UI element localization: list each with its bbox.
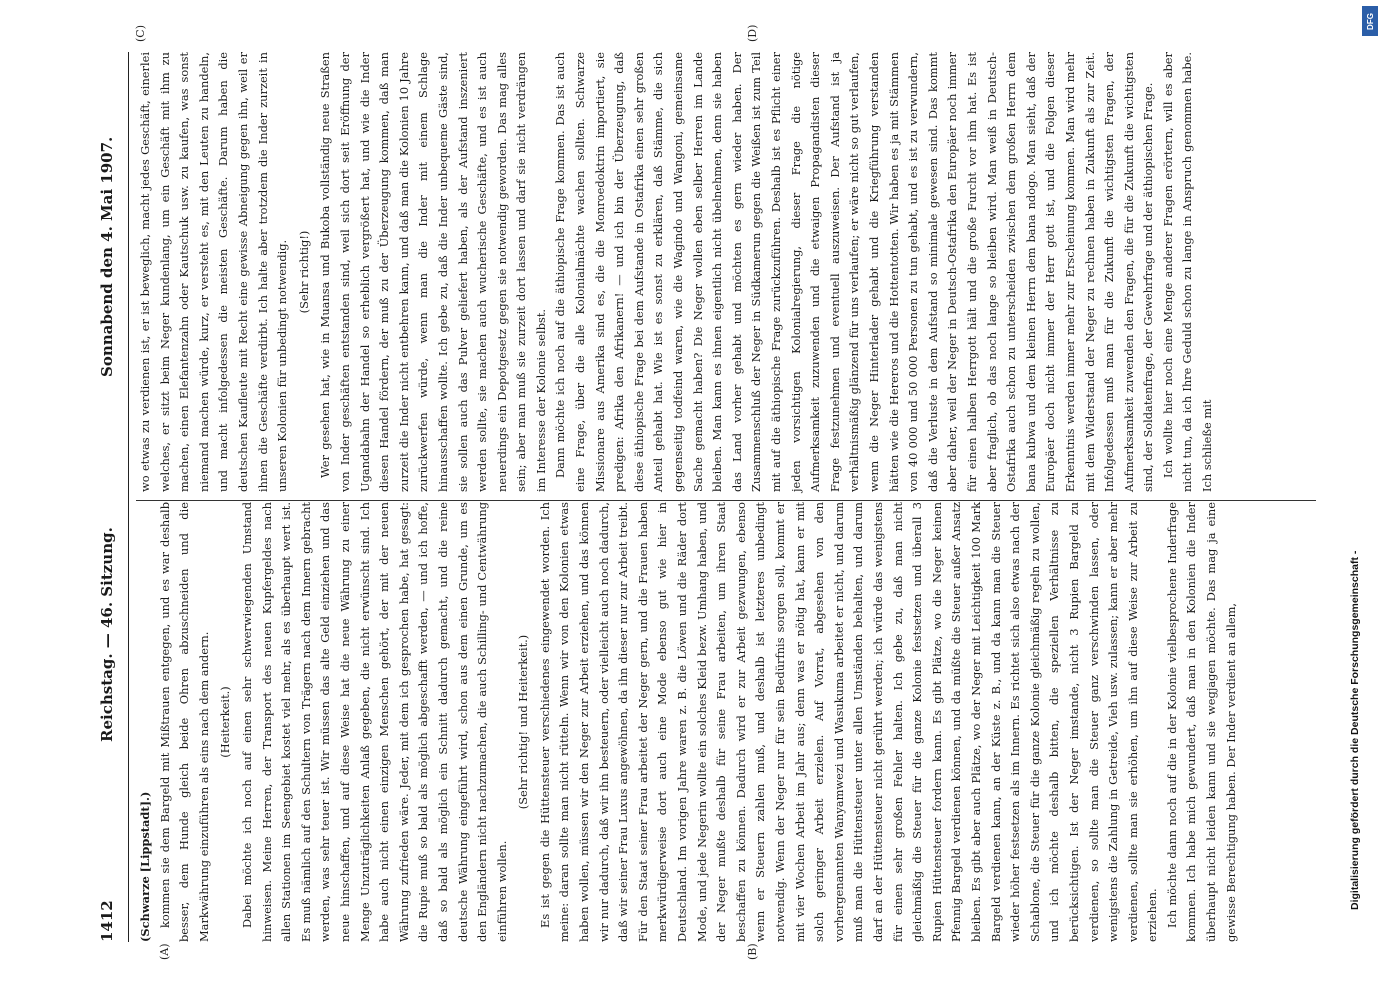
margin-marker-b: (B) — [746, 943, 759, 960]
page-number: 1412 — [98, 900, 116, 942]
left-column — [136, 502, 1241, 942]
speaker-line: (Schwarze [Lippstadt].) — [138, 791, 152, 942]
dfg-logo — [1362, 6, 1378, 36]
interjection: (Heiterkeit.) — [218, 686, 233, 758]
paragraph: Dabei möchte ich noch auf einen sehr schwerwiegenden Umstand hinweisen. Meine Herren, der Transport des neuen Kupfergeldes nach allen Stationen im Seengebiet kostet viel mehr, als es überhaupt wert ist. Es muß nämlich auf den Schultern von Trägern nach dem Innern gebracht werden, was sehr teuer ist. Wir müssen das alte Geld einziehen und das neue hinschaffen, und auf diese Weise hat die neue Währung zu einer Menge Unzuträglichkeiten Anlaß gegeben, die nicht erwünscht sind. Ich habe auch nicht einen einzigen Menschen gehört, der mit der neuen Währung zufrieden wäre. Jeder, mit dem ich gesprochen habe, hat gesagt: die Rupie muß so bald als möglich abgeschafft werden, — und ich hoffe, daß so bald als möglich ein Schnitt dadurch gemacht, und die reine deutsche Währung eingeführt wird, schon aus dem einen Grunde, um es den Engländern nicht nachzumachen, die auch Schilling- und Centwährung einführen wollen. — [239, 502, 509, 942]
margin-marker-d: (D) — [746, 24, 759, 42]
margin-marker-c: (C) — [134, 25, 147, 42]
page-header — [98, 52, 124, 942]
right-column — [136, 52, 1218, 492]
document-page — [40, 0, 1340, 1000]
paragraph: Ich möchte dann noch auf die in der Kolonie vielbesprochene Inderfrage kommen. Ich habe mich gewundert, daß man in den Kolonien die Inder überhaupt nicht leiden kann und sie wegjagen möchte. Das mag ja eine gewisse Berechtigung haben. Der Inder verdient an allem, — [1164, 502, 1238, 942]
paragraph: Ich wollte hier noch eine Menge anderer Fragen erörtern, will es aber nicht tun, da ich Ihre Geduld schon zu lange in Anspruch genommen habe. Ich schließe mit — [1160, 52, 1215, 492]
paragraph: wo etwas zu verdienen ist, er ist beweglich, macht jedes Geschäft, einerlei welches, er sitzt beim Neger kundenlang, um ein Geschäft mit ihm zu machen, einen Elefantenzahn oder Kautschuk usw. zu kaufen, was sonst niemand machen würde, kurz, er versteht es, mit den Leuten zu handeln, und macht infolgedessen die meisten Geschäfte. Darum haben die deutschen Kaufleute mit Recht eine gewisse Abneigung gegen ihn, weil er ihnen die Geschäfte verdirbt. Ich halte aber trotzdem die Inder zurzeit in unseren Kolonien für unbedingt notwendig. — [138, 52, 290, 492]
interjection: (Sehr richtig!) — [296, 230, 311, 314]
interjection: (Sehr richtig! und Heiterkeit.) — [516, 634, 531, 810]
header-rule — [128, 52, 129, 942]
dfg-logo-text: DFG — [1365, 12, 1375, 30]
margin-marker-a: (A) — [158, 943, 171, 960]
right-header-title: Sonnabend den 4. Mai 1907. — [98, 136, 116, 377]
left-header-title: Reichstag. — 46. Sitzung. — [98, 527, 116, 742]
paragraph: Es ist gegen die Hüttensteuer verschiedenes eingewendet worden. Ich meine: daran sollte man nicht rütteln. Wenn wir von den Kolonien etwas haben wollen, müssen wir den Neger zur Arbeit erziehen, und das können wir nur dadurch, daß wir ihn besteuern, oder vielleicht auch noch dadurch, daß wir seiner Frau Luxus angewöhnen, da ihn dieser nur zur Arbeit treibt. Für den Staat seiner Frau arbeitet der Neger gern, und die Frauen haben merkwürdigerweise dort auch eine Mode ebenso gut wie hier in Deutschland. Im vorigen Jahre waren z. B. die Löwen und die Räder dort Mode, und jede Negerin wollte ein solches Kleid bezw. Umhang haben, und der Neger mußte deshalb für seine Frau arbeiten, um ihren Staat beschaffen zu können. Dadurch wird er zur Arbeit gezwungen, ebenso wenn er Steuern zahlen muß, und deshalb ist letzteres unbedingt notwendig. Wenn der Neger nur für sein Bedürfnis sorgen soll, kommt er mit vier Wochen Arbeit im Jahr aus; denn was er nötig hat, kann er mit solch geringer Arbeit erzielen. Auf Vorrat, abgesehen von den vorhergenannten Wanyamwezi und Wasukuma arbeitet er nicht, und darum muß man die Hüttensteuer unter allen Umständen behalten, und darum darf an der Hüttensteuer nicht gerührt werden; ich würde das wenigstens für einen sehr großen Fehler halten. Ich gebe zu, daß man nicht gleichmäßig die Steuer für die ganze Kolonie festsetzen und überall 3 Rupien Hüttensteuer fordern kann. Es gibt Plätze, wo die Neger keinen Pfennig Bargeld verdienen können, und da müßte die Steuer außer Ansatz bleiben. Es gibt aber auch Plätze, wo der Neger mit Leichtigkeit 100 Mark Bargeld verdienen kann, an der Küste z. B., und da kann man die Steuer wieder höher festsetzen als im Innern. Es richtet sich also etwas nach der Schablone, die Steuer für die ganze Kolonie gleichmäßig regeln zu wollen, und ich möchte deshalb bitten, die speziellen Verhältnisse zu berücksichtigen. Ist der Neger imstande, nicht 3 Rupien Bargeld zu verdienen, so sollte man die Steuer ganz verschwinden lassen, oder wenigstens die Zahlung in Getreide, Vieh usw. zulassen; kann er aber mehr verdienen, sollte man sie erhöhen, um ihn auf diese Weise zur Arbeit zu erziehen. — [537, 502, 1160, 942]
paragraph: Wer gesehen hat, wie in Muansa und Bukoba vollständig neue Straßen von Inder geschäften entstanden sind, weil sich dort seit Eröffnung der Ugandabahn der Handel so erheblich vergrößert hat, und wie die Inder diesen Handel fördern, der muß zu der Überzeugung kommen, daß man zurzeit die Inder nicht entbehren kann, und daß man die Kolonien 10 Jahre zurückwerfen würde, wenn man die Inder mit einem Schlage hinausschaffen wollte. Ich gebe zu, daß die Inder unbequeme Gäste sind, sie sollen auch das Pulver geliefert haben, als der Aufstand inszeniert werden sollte, sie machen auch wucherische Geschäfte, und es ist auch neuerdings ein Depotgesetz gegen sie notwendig geworden. Das mag alles sein; aber man muß sie zurzeit dort lassen und darf sie nicht verdrängen im Interesse der Kolonie selbst. — [318, 52, 548, 492]
digitization-credit — [1335, 10, 1365, 990]
credit-text: Digitalisierung gefördert durch die Deutsche Forschungsgemeinschaft - — [1349, 550, 1361, 910]
paragraph: kommen sie dem Bargeld mit Mißtrauen entgegen, und es war deshalb besser, dem Hunde gleich beide Ohren abzuschneiden und die Markwährung einzuführen als eins nach dem andern. — [157, 502, 211, 942]
column-divider — [136, 500, 1316, 501]
paragraph: Dann möchte ich noch auf die äthiopische Frage kommen. Das ist auch eine Frage, über die alle Kolonialmächte wachen sollten. Schwarze Missionare aus Amerika sind es, die die Monroedoktrin importiert, sie predigen: Afrika den Afrikanern! — und ich bin der Überzeugung, daß diese äthiopische Frage bei dem Aufstande in Ostafrika einen sehr großen Anteil gehabt hat. Wie ist es sonst zu erklären, daß Stämme, die sich gegenseitig todfeind waren, wie die Wagindo und Wangoni, gemeinsame Sache gemacht haben? Die Neger wollen eben selber Herren im Lande bleiben. Man kann es ihnen eigentlich nicht übelnehmen, denn sie haben das Land vorher gehabt und möchten es gern wieder haben. Der Zusammenschluß der Neger in Südkamerun gegen die Weißen ist zum Teil mit auf die äthiopische Frage zurückzuführen. Deshalb ist es Pflicht einer jeden vorsichtigen Kolonialregierung, dieser Frage die nötige Aufmerksamkeit zuzuwenden und die etwaigen Propagandisten dieser Frage festzunehmen und eventuell auszuweisen. Der Aufstand ist ja verhältnismäßig glänzend für uns verlaufen; er wäre nicht so gut verlaufen, wenn die Neger Hinterlader gehabt und die Kriegführung verstanden hätten wie die Hereros und die Hottentotten. Wir haben es ja mit Stämmen von 40 000 und 50 000 Personen zu tun gehabt, und es ist zu verwundern, daß die Verluste in dem Aufstand so minimale gewesen sind. Das kommt aber daher, weil der Neger in Deutsch-Ostafrika den Europäer noch immer für einen halben Herrgott hält und die große Furcht vor ihm hat. Es ist aber fraglich, ob das noch lange so bleiben wird. Man weiß in Deutsch-Ostafrika auch schon zu unterscheiden zwischen dem großen Herrn dem bana kubwa und dem kleinen Herrn dem bana ndogo. Man sieht, daß der Europäer doch nicht immer der Herr gott ist, und die Folgen dieser Erkenntnis werden immer mehr zur Erscheinung kommen. Man wird mehr mit dem Widerstand der Neger zu rechnen haben in Zukunft als zur Zeit. Infolgedessen muß man für die Zukunft die wichtigsten Fragen, der Aufmerksamkeit zuwenden den Fragen, die für die Zukunft die wichtigsten sind, der Soldatenfrage, der Gewehrfrage und der äthiopischen Frage. — [553, 52, 1156, 492]
